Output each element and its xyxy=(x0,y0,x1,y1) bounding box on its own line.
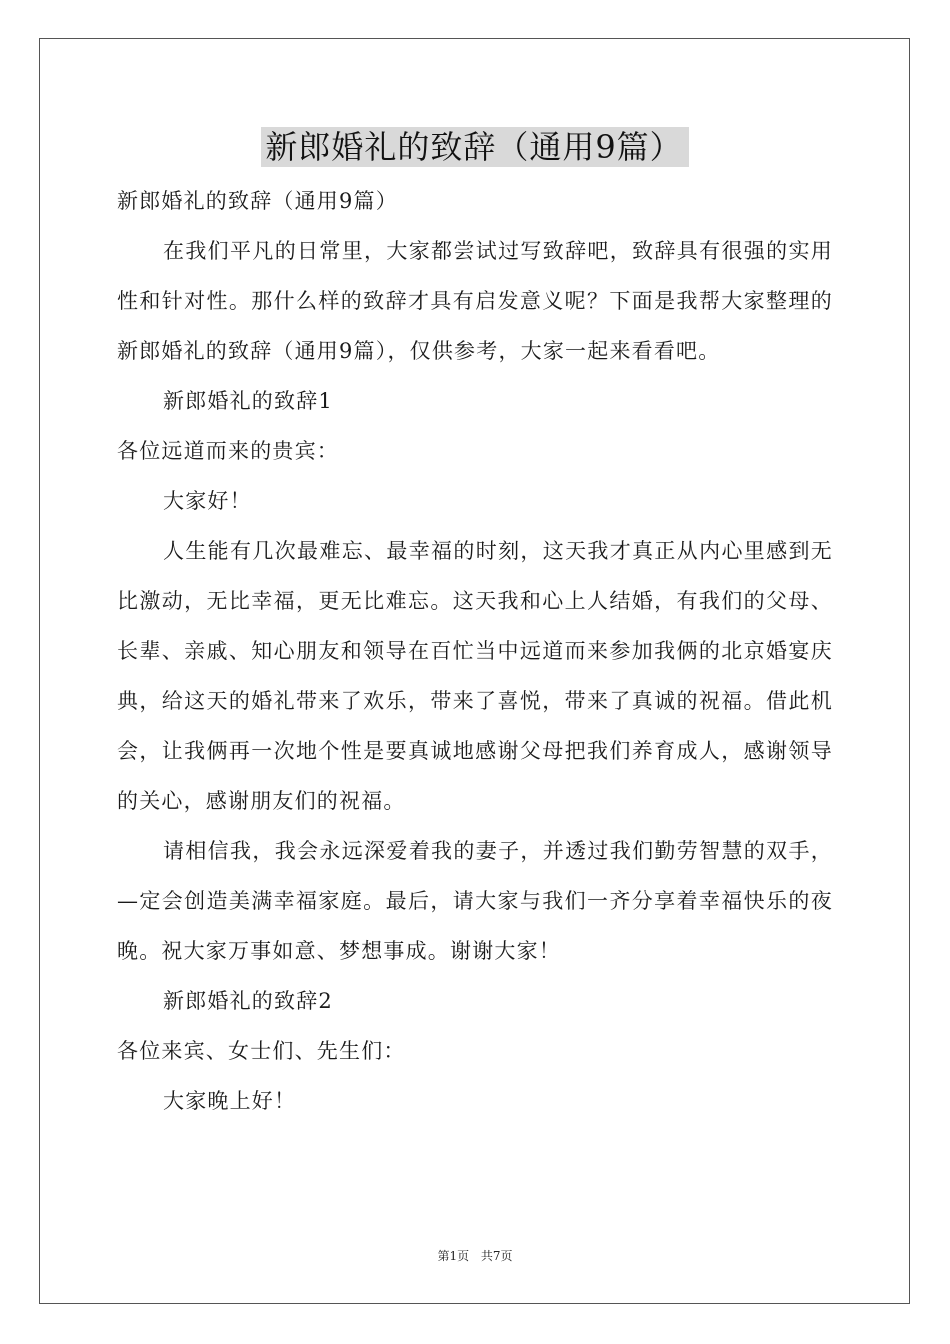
title-container xyxy=(0,127,950,167)
subtitle-line: 新郎婚礼的致辞（通用9篇） xyxy=(117,189,398,213)
greeting-2: 大家晚上好！ xyxy=(163,1089,297,1113)
body-paragraph-2: 请相信我，我会永远深爱着我的妻子，并透过我们勤劳智慧的双手，—定会创造美满幸福家庭。最后，请大家与我们一齐分享着幸福快乐的夜晚。祝大家万事如意、梦想事成。谢谢大家！ xyxy=(117,839,833,963)
salutation-1: 各位远道而来的贵宾： xyxy=(117,439,339,463)
document-body xyxy=(117,176,833,1126)
greeting-1: 大家好！ xyxy=(163,489,252,513)
section-heading-2: 新郎婚礼的致辞2 xyxy=(163,989,333,1013)
page-footer xyxy=(0,1247,950,1265)
page-number: 第1页 xyxy=(437,1249,470,1263)
body-paragraph-1: 人生能有几次最难忘、最幸福的时刻，这天我才真正从内心里感到无比激动，无比幸福，更无比难忘。这天我和心上人结婚，有我们的父母、长辈、亲戚、知心朋友和领导在百忙当中远道而来参加我俩的北京婚宴庆典，给这天的婚礼带来了欢乐，带来了喜悦，带来了真诚的祝福。借此机会，让我俩再一次地个性是要真诚地感谢父母把我们养育成人，感谢领导的关心，感谢朋友们的祝福。 xyxy=(117,539,833,813)
intro-paragraph: 在我们平凡的日常里，大家都尝试过写致辞吧，致辞具有很强的实用性和针对性。那什么样的致辞才具有启发意义呢？下面是我帮大家整理的新郎婚礼的致辞（通用9篇），仅供参考，大家一起来看看吧。 xyxy=(117,239,833,363)
section-heading-1: 新郎婚礼的致辞1 xyxy=(163,389,333,413)
salutation-2: 各位来宾、女士们、先生们： xyxy=(117,1039,406,1063)
page-total: 共7页 xyxy=(480,1249,513,1263)
document-title: 新郎婚礼的致辞（通用9篇） xyxy=(261,127,688,167)
